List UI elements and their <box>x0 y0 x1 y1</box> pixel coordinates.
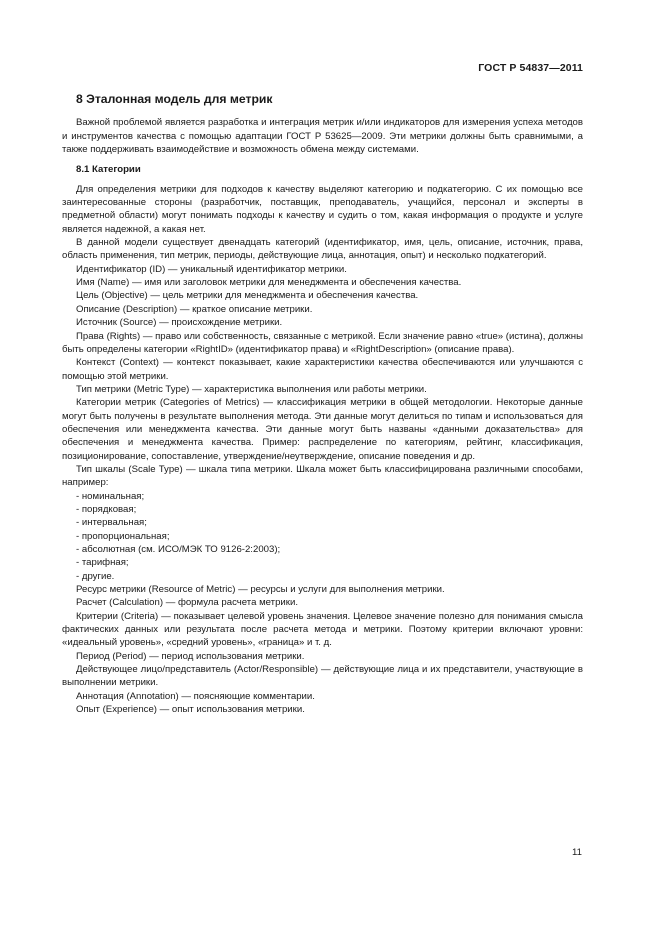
list-item: - интервальная; <box>76 517 147 529</box>
paragraph: Тип метрики (Metric Type) — характеристика выполнения или работы метрики. <box>76 383 427 395</box>
list-item: - порядковая; <box>76 503 137 515</box>
page-content <box>62 93 583 716</box>
section-title: 8 Эталонная модель для метрик <box>76 92 273 106</box>
paragraphs-b <box>62 583 583 716</box>
paragraph: Аннотация (Annotation) — поясняющие комментарии. <box>76 690 315 702</box>
paragraph: Источник (Source) — происхождение метрики. <box>76 317 283 329</box>
paragraph: Для определения метрики для подходов к качеству выделяют категорию и подкатегорию. С их помощью все заинтересованные стороны (разработчик, поставщик, преподаватель, учащийся, персонал и эксперты в предметной области) могут понимать подходы к качеству и судить о том, какая информация о продукте и услуге является надежной, а какая нет. <box>62 183 583 235</box>
paragraph: Критерии (Criteria) — показывает целевой уровень значения. Целевое значение полезно для понимания смысла фактических данных или результата после расчета метода и метрики. Поэтому критерии включают уровни: «идеальный уровень», «средний уровень», «граница» и т. д. <box>62 610 583 649</box>
paragraph: Тип шкалы (Scale Type) — шкала типа метрики. Шкала может быть классифицирована различными способами, например: <box>62 463 583 489</box>
paragraph: Период (Period) — период использования метрики. <box>76 650 305 662</box>
paragraph: Категории метрик (Categories of Metrics) — классификация метрики в общей методологии. Некоторые данные могут быть получены в результате выполнения метода. Эти данные могут делиться по типам и использоваться для обеспечения или менеджмента качества. Эти данные могут быть названы «данными доказательства» для обеспечения и менеджмента качества. Пример: распределение по категориям, рейтинг, классификация, позиционирование, сопоставление, утверждение/неутверждение, описание поведения и др. <box>62 397 583 462</box>
paragraph: Расчет (Calculation) — формула расчета метрики. <box>76 597 298 609</box>
list-item: - абсолютная (см. ИСО/МЭК ТО 9126-2:2003); <box>76 544 281 555</box>
scale-type-list <box>62 490 583 583</box>
paragraphs-a <box>62 183 583 490</box>
paragraph: Действующее лицо/представитель (Actor/Responsible) — действующие лица и их представители, участвующие в выполнении метрики. <box>62 664 583 689</box>
document-header: ГОСТ Р 54837—2011 <box>478 62 583 74</box>
list-item: - пропорциональная; <box>76 530 170 542</box>
list-item: - номинальная; <box>76 490 145 502</box>
paragraph: Контекст (Context) — контекст показывает, какие характеристики качества обеспечиваются или улучшаются с помощью этой метрики. <box>62 357 583 382</box>
list-item: - другие. <box>76 570 115 582</box>
paragraph: Цель (Objective) — цель метрики для менеджмента и обеспечения качества. <box>76 290 419 302</box>
paragraph: Имя (Name) — имя или заголовок метрики для менеджмента и обеспечения качества. <box>76 277 462 289</box>
page-number: 11 <box>572 847 582 858</box>
paragraph: Идентификатор (ID) — уникальный идентификатор метрики. <box>76 263 347 275</box>
section-intro: Важной проблемой является разработка и интеграция метрик и/или индикаторов для измерения успеха методов и инструментов качества с помощью адаптации ГОСТ Р 53625—2009. Эти метрики должны быть сравнимыми, а также поддерживать взаимодействие и возможность обмена между системами. <box>62 117 583 156</box>
paragraph: Ресурс метрики (Resource of Metric) — ресурсы и услуги для выполнения метрики. <box>76 584 445 596</box>
paragraph: Права (Rights) — право или собственность, связанные с метрикой. Если значение равно «true» (истина), должны быть определены категории «RightID» (идентификатор права) и «RightDescription» (описание права). <box>62 330 583 355</box>
paragraph: Описание (Description) — краткое описание метрики. <box>76 303 313 315</box>
paragraph: В данной модели существует двенадцать категорий (идентификатор, имя, цель, описание, источник, права, область применения, тип метрик, периоды, действующие лица, аннотация, опыт) и несколько подкатегорий. <box>62 237 583 262</box>
list-item: - тарифная; <box>76 557 129 569</box>
paragraph: Опыт (Experience) — опыт использования метрики. <box>76 704 305 716</box>
subsection-title: 8.1 Категории <box>76 164 141 176</box>
